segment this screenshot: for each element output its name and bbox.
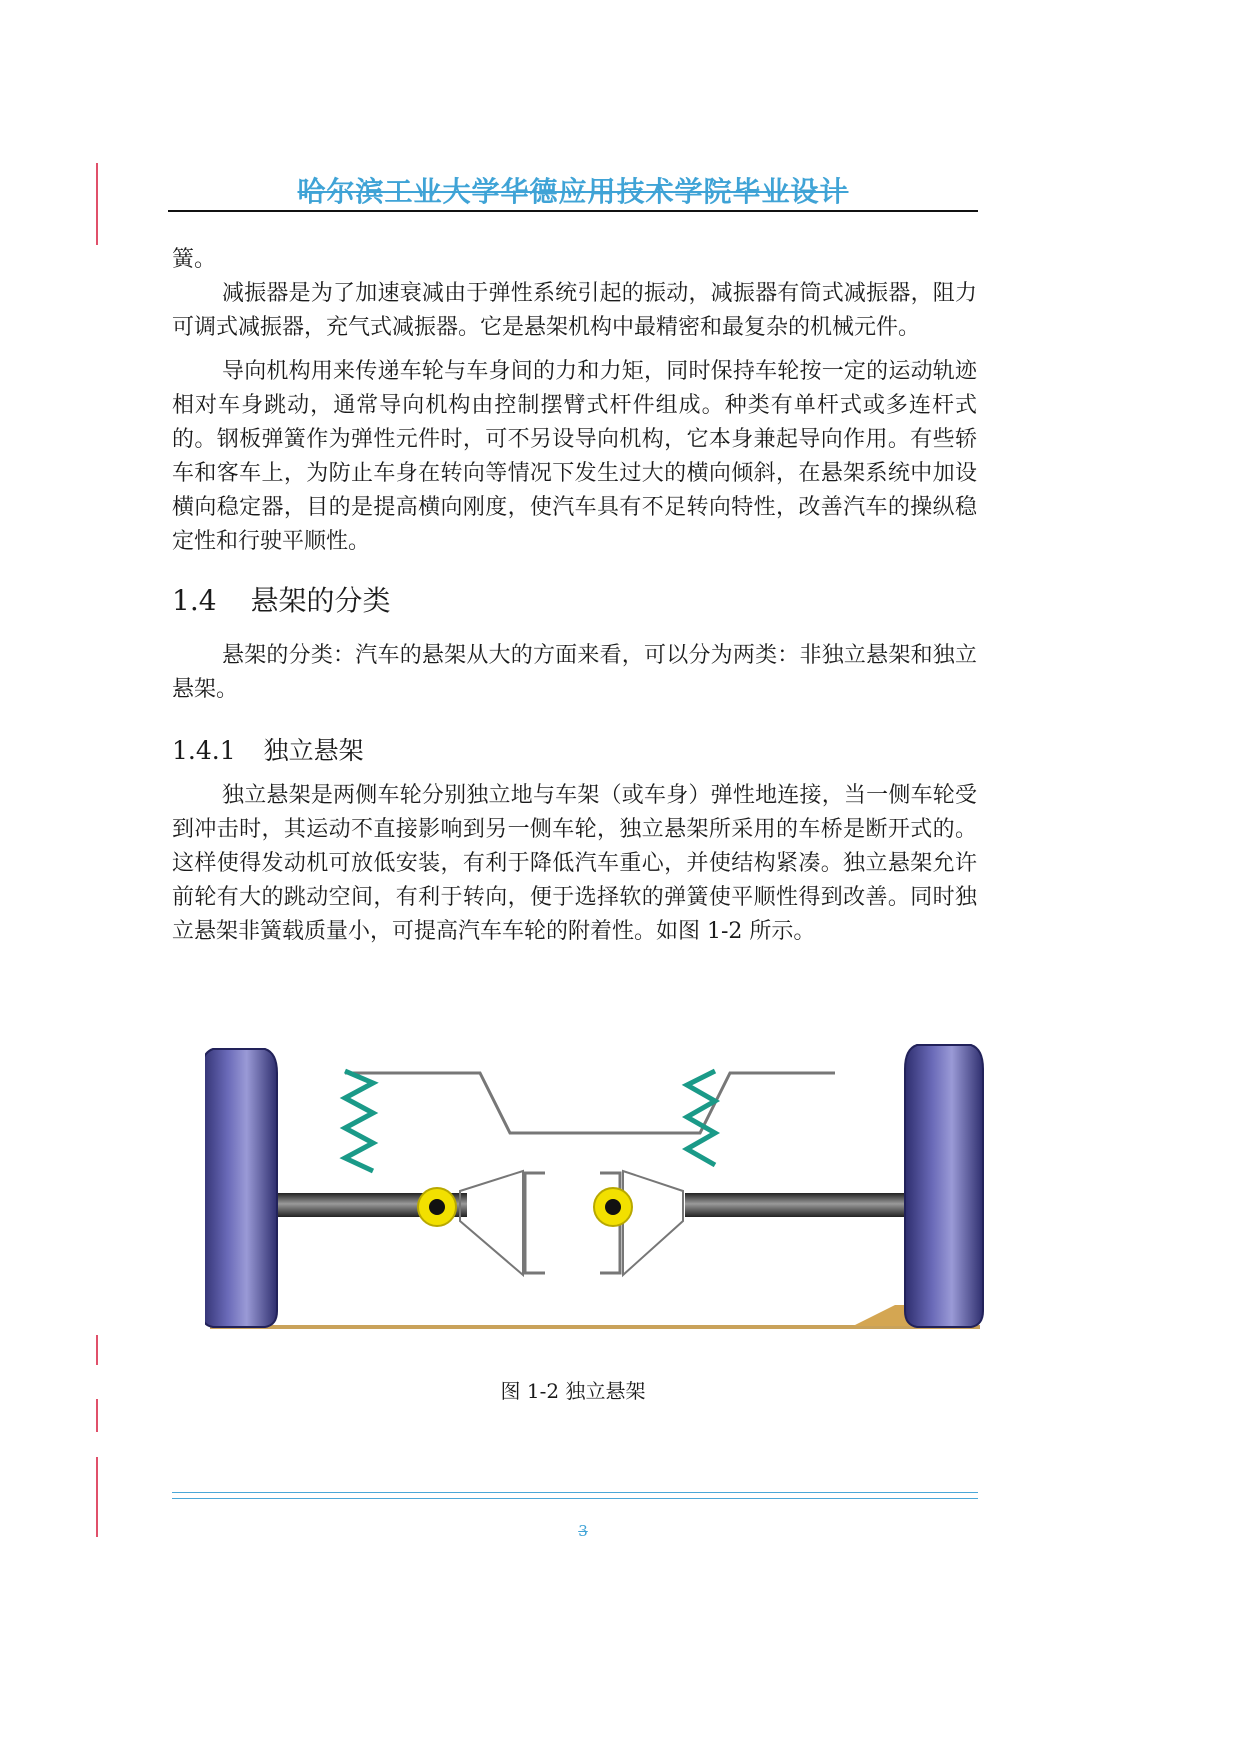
paragraph: 独立悬架是两侧车轮分别独立地与车架（或车身）弹性地连接，当一侧车轮受到冲击时，其运动不直接影响到另一侧车轮，独立悬架所采用的车桥是断开式的。这样使得发动机可放低安装，有利于降低汽车重心，并使结构紧凑。独立悬架允许前轮有大的跳动空间，有利于转向，便于选择软的弹簧使平顺性得到改善。同时独立悬架非簧载质量小，可提高汽车车轮的附着性。如图 1-2 所示。 (172, 783, 977, 944)
right-coil-spring (687, 1071, 715, 1165)
right-pivot-joint-center (605, 1199, 621, 1215)
figure-caption: 图 1-2 独立悬架 (500, 1379, 646, 1403)
section-number: 1.4 (172, 584, 217, 617)
paragraph: 簧。 (172, 247, 217, 272)
left-coil-spring (345, 1071, 373, 1171)
paragraph: 导向机构用来传递车轮与车身间的力和力矩，同时保持车轮按一定的运动轨迹相对车身跳动，通常导向机构由控制摆臂式杆件组成。种类有单杆式或多连杆式的。钢板弹簧作为弹性元件时，可不另设导向机构，它本身兼起导向作用。有些轿车和客车上，为防止车身在转向等情况下发生过大的横向倾斜，在悬架系统中加设横向稳定器，目的是提高横向刚度，使汽车具有不足转向特性，改善汽车的操纵稳定性和行驶平顺性。 (172, 359, 977, 554)
subsection-heading (172, 733, 977, 769)
left-pivot-joint-center (429, 1199, 445, 1215)
footer-rule (172, 1498, 978, 1499)
change-bar (96, 1335, 98, 1365)
page-header-title: 哈尔滨工业大学华德应用技术学院毕业设计 (297, 175, 849, 208)
paragraph: 悬架的分类：汽车的悬架从大的方面来看，可以分为两类：非独立悬架和独立悬架。 (172, 643, 977, 702)
change-bar (96, 1457, 98, 1537)
right-pivot-link (623, 1171, 683, 1275)
change-bar (96, 163, 98, 245)
section-heading (172, 581, 977, 621)
section-title: 悬架的分类 (250, 584, 391, 617)
right-wheel (905, 1045, 983, 1327)
document-body (172, 243, 977, 949)
independent-suspension-figure (205, 1043, 985, 1343)
left-wheel (205, 1049, 277, 1327)
paragraph: 减振器是为了加速衰减由于弹性系统引起的振动，减振器有筒式减振器，阻力可调式减振器，充气式减振器。它是悬架机构中最精密和最复杂的机械元件。 (172, 281, 977, 340)
change-bar (96, 1399, 98, 1432)
page-number: 3 (578, 1522, 588, 1540)
subsection-title: 独立悬架 (263, 736, 364, 765)
frame-outline (345, 1073, 835, 1133)
subsection-number: 1.4.1 (172, 736, 236, 765)
footer-rule (172, 1492, 978, 1493)
left-pivot-link (460, 1171, 523, 1275)
right-half-axle (685, 1193, 905, 1217)
differential-housing (525, 1173, 545, 1273)
header-rule (168, 210, 978, 212)
